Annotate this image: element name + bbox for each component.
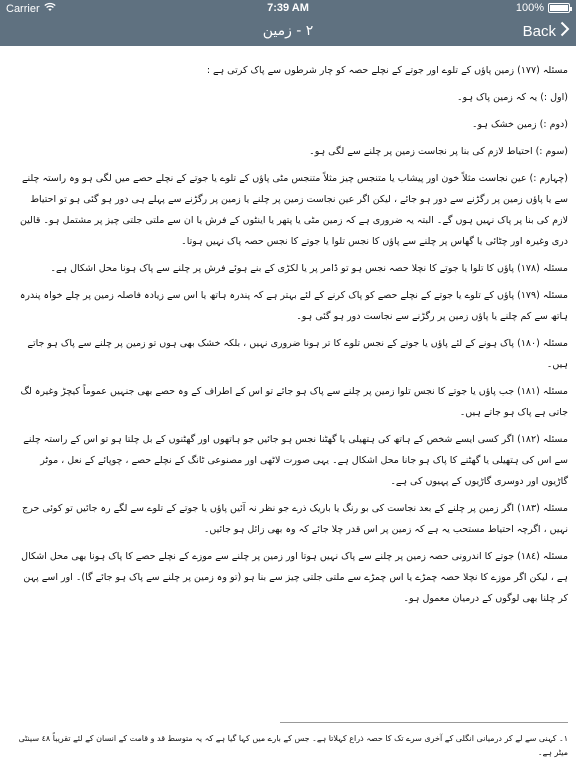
back-label: Back [522,22,556,40]
footnote: ١۔ کہنی سے لے کر درمیانی انگلی کے آخری سرے تک کا حصہ ذراع کہلاتا ہے۔ جس کے بارے میں کہا گیا ہے کہ یہ متوسط قد و قامت کے انسان کے لئے تقریباً ٤٨ سینٹی میٹر ہے۔ [18,734,568,757]
article-body [16,60,568,615]
status-time: 7:39 AM [267,2,309,14]
paragraph: مسئلہ (١٨٠) پاک ہونے کے لئے پاؤں یا جوتے کے نجس تلوے کا تر ہونا ضروری نہیں ، بلکہ خشک بھی ہوں تو زمین پر چلنے سے پاک ہو جاتے ہیں۔ [27,338,568,370]
paragraph: (اول :) یہ کہ زمین پاک ہو۔ [456,92,568,103]
status-right [516,2,570,14]
paragraph: (دوم :) زمین خشک ہو۔ [471,119,568,130]
paragraph: مسئلہ (١٧٩) پاؤں کے تلوے یا جوتے کے نچلے حصے کو پاک کرنے کے لئے بہتر ہے کہ پندرہ ہاتھ یا اس سے زیادہ فاصلہ زمین پر چلے خواہ پندرہ ہاتھ سے کم چلنے یا پاؤں زمین پر رگڑنے سے نجاست دور ہو گئی ہو۔ [19,290,568,322]
paragraph: (چہارم :) عین نجاست مثلاً خون اور پیشاب یا متنجس چیز مثلاً متنجس مٹی پاؤں کے تلوے یا جوتے کے نچلے حصے میں لگی ہو وہ راستہ چلنے سے یا پاؤں زمین پر رگڑنے سے دور ہو جائے ، لیکن اگر عین نجاست زمین پر چلنے یا زمین پر رگڑنے سے پہلے ہی دور ہو گئی ہو تو احتیاط لازم کی بنا پر پاک نہیں ہوں گے۔ البتہ یہ ضروری ہے کہ زمین مٹی یا پتھر یا اینٹوں کے فرش یا ان سے ملتی جلتی چیز پر مشتمل ہو۔ قالین دری وغیرہ اور چٹائی یا گھاس پر چلنے سے پاؤں کا نجس تلوا یا جوتے کا نجس حصہ پاک نہیں ہوتا۔ [19,173,568,247]
paragraph: مسئلہ (١٨١) جب پاؤں یا جوتے کا نجس تلوا زمین پر چلنے سے پاک ہو جائے تو اس کے اطراف کے وہ حصے بھی جنہیں عموماً کیچڑ وغیرہ لگ جاتی ہے پاک ہو جاتے ہیں۔ [20,386,568,418]
paragraph: مسئلہ (١٧٨) پاؤں کا تلوا یا جوتے کا نچلا حصہ نجس ہو تو ڈامر پر یا لکڑی کے بنے ہوئے فرش پر چلنے سے پاک ہونا محل اشکال ہے۔ [50,263,568,274]
paragraph: مسئلہ (١٨٤) جوتے کا اندرونی حصہ زمین پر چلنے سے پاک نہیں ہوتا اور زمین پر چلنے سے موزے کے نچلے حصے کا پاک ہونا بھی محل اشکال ہے ، لیکن اگر موزے کا نچلا حصہ چمڑے یا اس چمڑے سے ملتی جلتی چیز سے بنا ہو (تو وہ زمین پر چلنے سے پاک ہو جائے گا)۔ اور اسے پہن کر چلنا بھی لوگوں کے درمیان معمول ہو۔ [21,551,568,604]
status-bar [0,0,576,18]
navigation-bar [0,18,576,46]
page-title: ٢ - زمین [262,23,314,39]
battery-fill [550,5,568,11]
battery-percent: 100% [515,2,544,14]
paragraph: مسئلہ (١٨٢) اگر کسی ایسے شخص کے ہاتھ کی ہتھیلی یا گھٹنا نجس ہو جائیں جو ہاتھوں اور گھٹنوں کے بل چلتا ہو تو اس کے راستہ چلنے سے اس کی ہتھیلی یا گھٹنے کا پاک ہو جانا محل اشکال ہے۔ یہی صورت لاٹھی اور مصنوعی ٹانگ کے نچلے حصے ، چوپائے کے نعل ، موٹر گاڑیوں اور دوسری گاڑیوں کے پہیوں کی ہے۔ [23,434,568,487]
back-button[interactable] [523,21,570,41]
battery-icon [548,3,570,13]
footnote-divider [280,722,568,723]
paragraph: (سوم :) احتیاط لازم کی بنا پر نجاست زمین پر چلنے سے لگی ہو۔ [309,146,568,157]
paragraph: مسئلہ (١٨٣) اگر زمین پر چلنے کے بعد نجاست کی بو رنگ یا باریک ذرے جو نظر نہ آئیں پاؤں یا جوتے کے تلوے سے لگے رہ جائیں تو کوئی حرج نہیں ، اگرچہ احتیاط مستحب یہ ہے کہ زمین پر اس قدر چلا جائے کہ وہ بھی زائل ہو جائیں۔ [22,503,568,535]
carrier-label: Carrier [6,2,40,15]
paragraph: مسئلہ (١٧٧) زمین پاؤں کے تلوے اور جوتے کے نچلے حصہ کو چار شرطوں سے پاک کرتی ہے : [206,65,568,76]
chevron-right-icon [560,21,570,41]
